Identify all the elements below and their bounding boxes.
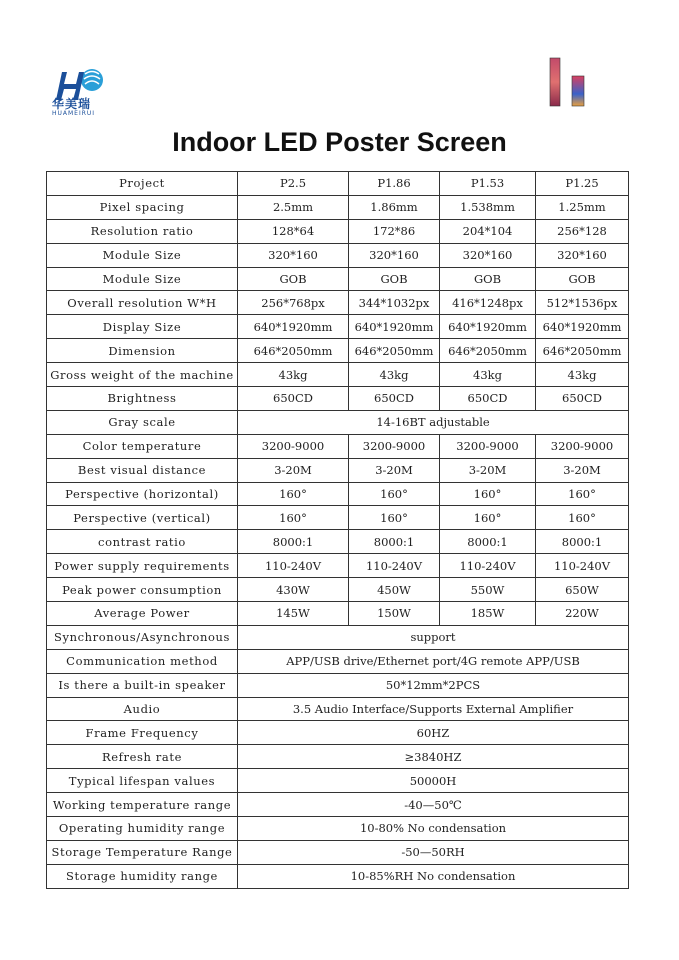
spec-table bbox=[46, 171, 629, 889]
row-value: 646*2050mm bbox=[349, 339, 440, 363]
row-value: 3-20M bbox=[238, 458, 349, 482]
row-value: 320*160 bbox=[238, 243, 349, 267]
table-row bbox=[47, 745, 629, 769]
row-value: 3200-9000 bbox=[536, 434, 629, 458]
row-value: 646*2050mm bbox=[536, 339, 629, 363]
table-row bbox=[47, 482, 629, 506]
table-row bbox=[47, 219, 629, 243]
product-image bbox=[544, 56, 590, 108]
table-row bbox=[47, 649, 629, 673]
row-value: 3200-9000 bbox=[349, 434, 440, 458]
row-label: Average Power bbox=[47, 602, 238, 626]
row-value: 646*2050mm bbox=[238, 339, 349, 363]
row-label: Refresh rate bbox=[47, 745, 238, 769]
header-cell-p25: P2.5 bbox=[238, 172, 349, 196]
row-label: Storage humidity range bbox=[47, 864, 238, 888]
row-label: Color temperature bbox=[47, 434, 238, 458]
row-value: 650W bbox=[536, 578, 629, 602]
row-value: 128*64 bbox=[238, 219, 349, 243]
table-row bbox=[47, 267, 629, 291]
row-value: 3200-9000 bbox=[238, 434, 349, 458]
row-label: Perspective (horizontal) bbox=[47, 482, 238, 506]
header-cell-p186: P1.86 bbox=[349, 172, 440, 196]
row-label: Audio bbox=[47, 697, 238, 721]
row-value-merged: 60HZ bbox=[238, 721, 629, 745]
row-value: 160° bbox=[238, 506, 349, 530]
row-value: 2.5mm bbox=[238, 195, 349, 219]
row-value: 1.25mm bbox=[536, 195, 629, 219]
row-value: 1.86mm bbox=[349, 195, 440, 219]
row-label: Pixel spacing bbox=[47, 195, 238, 219]
row-label: Dimension bbox=[47, 339, 238, 363]
row-value: 640*1920mm bbox=[536, 315, 629, 339]
row-label: Overall resolution W*H bbox=[47, 291, 238, 315]
row-value-merged: 3.5 Audio Interface/Supports External Amplifier bbox=[238, 697, 629, 721]
row-label: Module Size bbox=[47, 243, 238, 267]
row-value: 640*1920mm bbox=[349, 315, 440, 339]
header-cell-p125: P1.25 bbox=[536, 172, 629, 196]
row-value: 160° bbox=[536, 506, 629, 530]
row-label: Gross weight of the machine bbox=[47, 363, 238, 387]
row-value-merged: 14-16BT adjustable bbox=[238, 410, 629, 434]
row-value: 640*1920mm bbox=[238, 315, 349, 339]
row-value: GOB bbox=[349, 267, 440, 291]
row-label: Module Size bbox=[47, 267, 238, 291]
table-row bbox=[47, 864, 629, 888]
brand-name-cn: 华美瑞 bbox=[52, 97, 92, 111]
row-value: 416*1248px bbox=[440, 291, 536, 315]
row-label: Operating humidity range bbox=[47, 817, 238, 841]
row-label: Display Size bbox=[47, 315, 238, 339]
row-value: 150W bbox=[349, 602, 440, 626]
row-value: 204*104 bbox=[440, 219, 536, 243]
row-value: 8000:1 bbox=[440, 530, 536, 554]
row-value: 646*2050mm bbox=[440, 339, 536, 363]
row-value: 1.538mm bbox=[440, 195, 536, 219]
row-value: 320*160 bbox=[440, 243, 536, 267]
row-value: 160° bbox=[349, 482, 440, 506]
row-value: 256*128 bbox=[536, 219, 629, 243]
row-label: Perspective (vertical) bbox=[47, 506, 238, 530]
table-row bbox=[47, 817, 629, 841]
row-value: 3200-9000 bbox=[440, 434, 536, 458]
row-value: 640*1920mm bbox=[440, 315, 536, 339]
spec-table-body bbox=[47, 172, 629, 889]
table-row bbox=[47, 291, 629, 315]
row-label: Power supply requirements bbox=[47, 554, 238, 578]
row-value: 110-240V bbox=[349, 554, 440, 578]
row-value: 110-240V bbox=[238, 554, 349, 578]
page-title: Indoor LED Poster Screen bbox=[172, 127, 507, 157]
row-value: 8000:1 bbox=[536, 530, 629, 554]
table-row bbox=[47, 697, 629, 721]
row-value: 3-20M bbox=[440, 458, 536, 482]
row-value: 320*160 bbox=[349, 243, 440, 267]
row-label: contrast ratio bbox=[47, 530, 238, 554]
row-value: 8000:1 bbox=[349, 530, 440, 554]
row-value: 8000:1 bbox=[238, 530, 349, 554]
row-value: 650CD bbox=[536, 387, 629, 411]
row-value-merged: -50—50RH bbox=[238, 840, 629, 864]
table-row bbox=[47, 625, 629, 649]
table-row bbox=[47, 387, 629, 411]
row-label: Frame Frequency bbox=[47, 721, 238, 745]
row-value: 160° bbox=[440, 506, 536, 530]
row-value-merged: ≥3840HZ bbox=[238, 745, 629, 769]
table-row bbox=[47, 721, 629, 745]
table-row bbox=[47, 243, 629, 267]
row-label: Brightness bbox=[47, 387, 238, 411]
row-value: 43kg bbox=[238, 363, 349, 387]
row-value: 160° bbox=[536, 482, 629, 506]
row-value: 43kg bbox=[536, 363, 629, 387]
row-label: Storage Temperature Range bbox=[47, 840, 238, 864]
row-value: 172*86 bbox=[349, 219, 440, 243]
row-value: 344*1032px bbox=[349, 291, 440, 315]
row-label: Communication method bbox=[47, 649, 238, 673]
row-value: GOB bbox=[238, 267, 349, 291]
table-header-row bbox=[47, 172, 629, 196]
table-row bbox=[47, 578, 629, 602]
row-value: 650CD bbox=[238, 387, 349, 411]
table-row bbox=[47, 673, 629, 697]
table-row bbox=[47, 602, 629, 626]
row-value: GOB bbox=[440, 267, 536, 291]
row-label: Peak power consumption bbox=[47, 578, 238, 602]
header-cell-project: Project bbox=[47, 172, 238, 196]
row-value-merged: APP/USB drive/Ethernet port/4G remote APP/USB bbox=[238, 649, 629, 673]
row-value-merged: -40—50℃ bbox=[238, 793, 629, 817]
row-value: 110-240V bbox=[440, 554, 536, 578]
row-value: 220W bbox=[536, 602, 629, 626]
row-value-merged: support bbox=[238, 625, 629, 649]
row-value: 160° bbox=[440, 482, 536, 506]
row-value: 43kg bbox=[349, 363, 440, 387]
table-row bbox=[47, 195, 629, 219]
row-value: 450W bbox=[349, 578, 440, 602]
table-row bbox=[47, 530, 629, 554]
row-value: 160° bbox=[349, 506, 440, 530]
row-label: Best visual distance bbox=[47, 458, 238, 482]
row-value: 430W bbox=[238, 578, 349, 602]
row-label: Typical lifespan values bbox=[47, 769, 238, 793]
row-value: 650CD bbox=[440, 387, 536, 411]
row-value: 320*160 bbox=[536, 243, 629, 267]
row-value-merged: 10-80% No condensation bbox=[238, 817, 629, 841]
row-value: 512*1536px bbox=[536, 291, 629, 315]
row-value-merged: 50*12mm*2PCS bbox=[238, 673, 629, 697]
row-label: Working temperature range bbox=[47, 793, 238, 817]
row-label: Gray scale bbox=[47, 410, 238, 434]
table-row bbox=[47, 339, 629, 363]
row-value: 3-20M bbox=[349, 458, 440, 482]
row-value-merged: 50000H bbox=[238, 769, 629, 793]
table-row bbox=[47, 363, 629, 387]
row-label: Resolution ratio bbox=[47, 219, 238, 243]
row-value: 185W bbox=[440, 602, 536, 626]
row-value: 145W bbox=[238, 602, 349, 626]
brand-name-en: HUAMEIRUI bbox=[52, 110, 96, 117]
row-value-merged: 10-85%RH No condensation bbox=[238, 864, 629, 888]
row-value: 110-240V bbox=[536, 554, 629, 578]
table-row bbox=[47, 434, 629, 458]
row-value: 43kg bbox=[440, 363, 536, 387]
table-row bbox=[47, 410, 629, 434]
header-cell-p153: P1.53 bbox=[440, 172, 536, 196]
row-value: GOB bbox=[536, 267, 629, 291]
row-value: 550W bbox=[440, 578, 536, 602]
row-label: Is there a built-in speaker bbox=[47, 673, 238, 697]
row-value: 256*768px bbox=[238, 291, 349, 315]
table-row bbox=[47, 840, 629, 864]
row-value: 160° bbox=[238, 482, 349, 506]
row-value: 3-20M bbox=[536, 458, 629, 482]
table-row bbox=[47, 554, 629, 578]
table-row bbox=[47, 793, 629, 817]
row-value: 650CD bbox=[349, 387, 440, 411]
table-row bbox=[47, 506, 629, 530]
table-row bbox=[47, 769, 629, 793]
table-row bbox=[47, 315, 629, 339]
row-label: Synchronous/Asynchronous bbox=[47, 625, 238, 649]
table-row bbox=[47, 458, 629, 482]
